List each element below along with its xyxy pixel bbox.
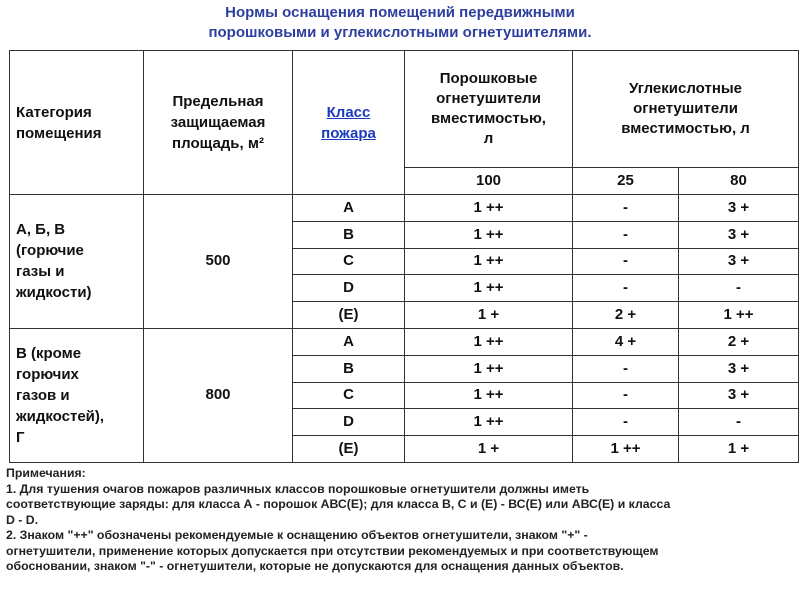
extinguisher-norms-table xyxy=(9,50,799,463)
co2-25-cell: 1 ++ xyxy=(573,436,679,463)
powder-cell: 1 ++ xyxy=(405,248,573,275)
capacity-powder: 100 xyxy=(405,168,573,195)
header-fire-class-link[interactable]: Класс пожара xyxy=(293,51,405,195)
area-cell: 500 xyxy=(144,195,293,329)
powder-cell: 1 ++ xyxy=(405,328,573,355)
capacity-co2-25: 25 xyxy=(573,168,679,195)
title-line-1: Нормы оснащения помещений передвижными xyxy=(225,4,575,21)
powder-cell: 1 ++ xyxy=(405,221,573,248)
co2-25-cell: - xyxy=(573,195,679,222)
co2-25-cell: - xyxy=(573,221,679,248)
fire-class-cell: D xyxy=(293,275,405,302)
fire-class-cell: А xyxy=(293,195,405,222)
note-2-line-3: обосновании, знаком "-" - огнетушители, которые не допускаются для оснащения данных объектов. xyxy=(6,559,624,573)
table-row xyxy=(10,195,799,222)
fire-class-cell: D xyxy=(293,409,405,436)
co2-80-cell: 3 + xyxy=(679,221,799,248)
co2-25-cell: 4 + xyxy=(573,328,679,355)
capacity-co2-80: 80 xyxy=(679,168,799,195)
fire-class-cell: В xyxy=(293,221,405,248)
co2-80-cell: 2 + xyxy=(679,328,799,355)
co2-80-cell: - xyxy=(679,275,799,302)
header-powder: Порошковые огнетушители вместимостью, л xyxy=(405,51,573,168)
note-1-line-1: 1. Для тушения очагов пожаров различных классов порошковые огнетушители должны иметь xyxy=(6,481,590,496)
note-2-line-2: огнетушители, применение которых допускается при отсутствии рекомендуемых и при соответствующем xyxy=(6,543,659,558)
co2-25-cell: - xyxy=(573,248,679,275)
co2-80-cell: - xyxy=(679,409,799,436)
header-category: Категория помещения xyxy=(10,51,144,195)
note-1-line-2: соответствующие заряды: для класса А - порошок АВС(Е); для класса В, С и (Е) - ВС(Е) или АВС(Е) и класса xyxy=(6,497,671,511)
title-line-2: порошковыми и углекислотными огнетушителями. xyxy=(208,24,592,41)
fire-class-cell: С xyxy=(293,248,405,275)
co2-80-cell: 3 + xyxy=(679,382,799,409)
powder-cell: 1 + xyxy=(405,436,573,463)
header-co2: Углекислотные огнетушители вместимостью, л xyxy=(573,51,799,168)
powder-cell: 1 ++ xyxy=(405,195,573,222)
co2-80-cell: 1 ++ xyxy=(679,302,799,329)
co2-80-cell: 3 + xyxy=(679,355,799,382)
header-area: Предельная защищаемая площадь, м² xyxy=(144,51,293,195)
powder-cell: 1 ++ xyxy=(405,355,573,382)
fire-class-cell: (Е) xyxy=(293,302,405,329)
category-cell: А, Б, В (горючие газы и жидкости) xyxy=(10,195,144,329)
co2-25-cell: - xyxy=(573,275,679,302)
co2-80-cell: 3 + xyxy=(679,195,799,222)
fire-class-cell: В xyxy=(293,355,405,382)
note-1-line-3: D - D. xyxy=(6,512,39,527)
notes-heading: Примечания: xyxy=(6,466,86,480)
page-title xyxy=(0,3,800,43)
co2-80-cell: 1 + xyxy=(679,436,799,463)
fire-class-cell: А xyxy=(293,328,405,355)
co2-25-cell: - xyxy=(573,409,679,436)
powder-cell: 1 ++ xyxy=(405,275,573,302)
fire-class-cell: (Е) xyxy=(293,436,405,463)
fire-class-cell: С xyxy=(293,382,405,409)
area-cell: 800 xyxy=(144,328,293,462)
co2-25-cell: 2 + xyxy=(573,302,679,329)
notes-section xyxy=(6,466,796,575)
note-2-line-1: 2. Знаком "++" обозначены рекомендуемые к оснащению объектов огнетушители, знаком "+" - xyxy=(6,528,588,542)
category-cell: В (кроме горючих газов и жидкостей), Г xyxy=(10,328,144,462)
powder-cell: 1 ++ xyxy=(405,382,573,409)
powder-cell: 1 ++ xyxy=(405,409,573,436)
co2-25-cell: - xyxy=(573,382,679,409)
powder-cell: 1 + xyxy=(405,302,573,329)
co2-80-cell: 3 + xyxy=(679,248,799,275)
table-row xyxy=(10,328,799,355)
co2-25-cell: - xyxy=(573,355,679,382)
